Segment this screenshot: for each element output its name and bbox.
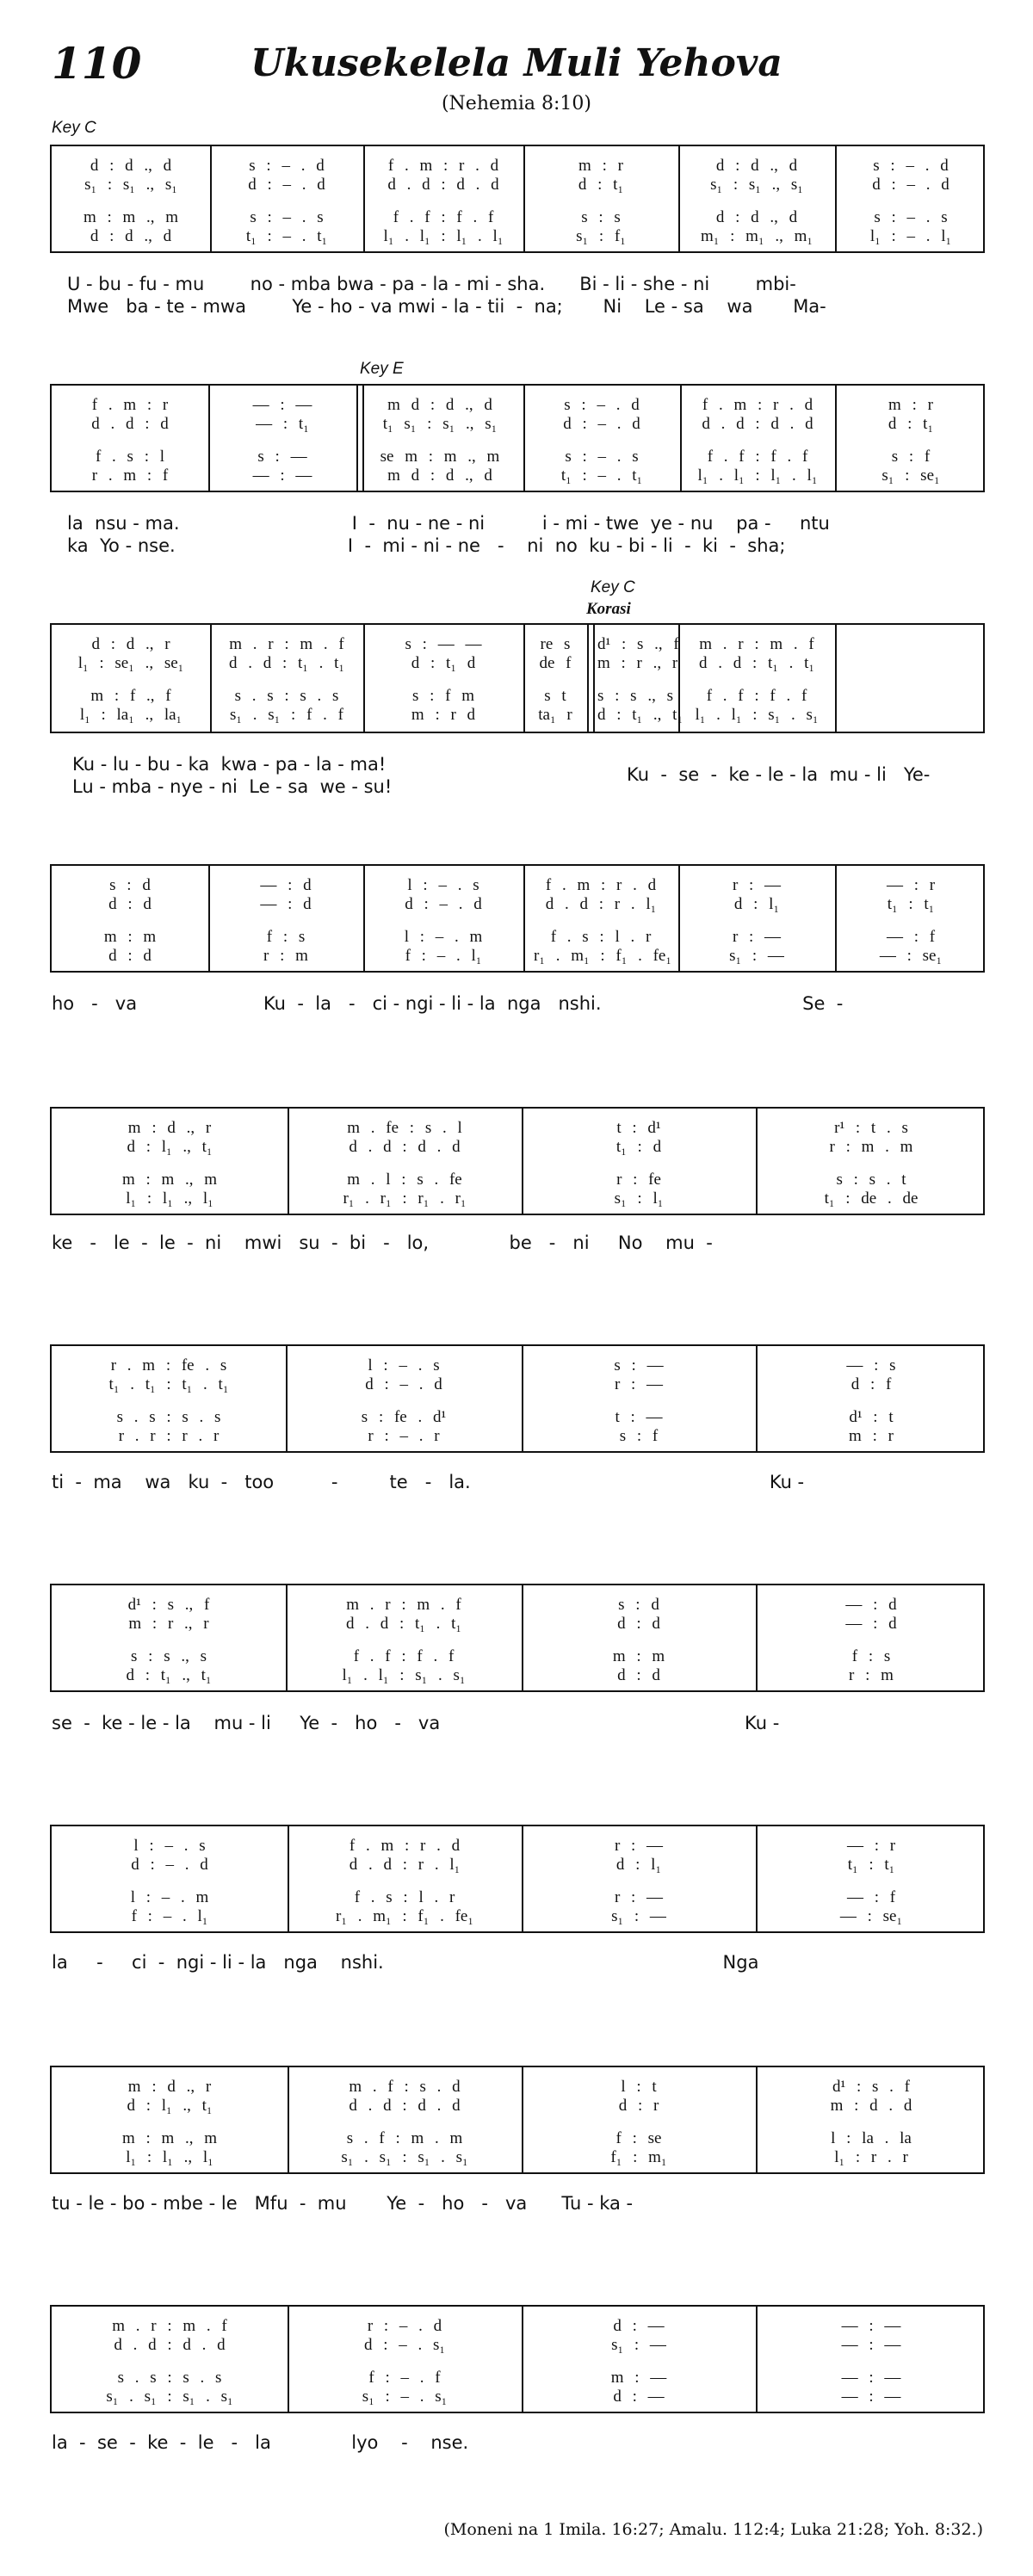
lyric-line: ka Yo - nse. I - mi - ni - ne - ni no ku - bi - li - ki - sha; [67,535,786,556]
music-system-8 [50,1825,985,1933]
solfa-row: l : la . la [831,2129,912,2147]
solfa-row: t₁ : t₁ [847,1856,895,1874]
solfa-row: d : l₁ [615,1856,662,1874]
solfa-row: d : – . s₁ [363,2336,446,2354]
lyric-line: ho - va Ku - la - ci - ngi - li - la nga nshi. Se - [52,993,844,1014]
solfa-row: d : — [613,2317,665,2335]
solfa-row: s : — [614,1356,664,1374]
solfa-row: d : l₁ ., t₁ [127,1138,213,1156]
solfa-row: r₁ . m₁ : f₁ . fe₁ [534,947,671,965]
solfa-row: m₁ : m₁ ., m₁ [701,227,813,245]
solfa-row: s : – . d [249,157,325,175]
solfa-row: m : m [612,1647,665,1665]
solfa-row: l₁ : l₁ ., l₁ [126,2148,213,2166]
solfa-row: d¹ : s ., f [597,635,679,653]
music-system-3 [50,623,985,733]
lyric-line: la - ci - ngi - li - la nga nshi. Nga [52,1952,759,1973]
music-system-4 [50,864,985,973]
music-system-1 [50,145,985,253]
solfa-row: m : r ., r [128,1615,209,1633]
solfa-row: t₁ : t₁ [887,895,935,913]
solfa-row: l : – . m [130,1888,209,1906]
solfa-row: d : t₁ ., t₁ [126,1666,212,1684]
bar-line [756,2307,758,2412]
solfa-row: d : l₁ [733,895,780,913]
solfa-row: m . f : s . d [349,2078,461,2096]
solfa-row: l₁ : l₁ ., l₁ [126,1189,213,1208]
solfa-row: d : d ., d [715,157,798,175]
solfa-row: m : r ., r [597,654,678,672]
solfa-row: f . f : f . f [707,448,808,466]
solfa-row: m : f ., f [90,687,171,705]
solfa-row: d : d [617,1615,660,1633]
solfa-row: s : – . d [564,396,640,414]
solfa-row: s₁ . s₁ : f . f [230,706,343,724]
solfa-row: — : r [886,876,936,894]
bar-line [522,2067,523,2172]
solfa-row: m : r [888,396,933,414]
solfa-row: f . m : r . d [545,876,657,894]
solfa-row: r : m [849,1666,894,1684]
bar-line [523,386,525,491]
bar-line [835,625,837,732]
bar-line [587,625,595,732]
solfa-row: s : s [581,208,621,226]
bar-line [835,866,837,971]
bar-line [756,2067,758,2172]
bar-line [288,2307,289,2412]
lyric-line: ke - le - le - ni mwi su - bi - lo, be - ni No mu - [52,1232,713,1253]
solfa-row: t₁ : – . t₁ [560,466,643,485]
bar-line [522,1346,523,1451]
solfa-row: f₁ : m₁ [610,2148,667,2166]
lyric-line-chorus: Ku - se - ke - le - la mu - li Ye- [627,764,931,785]
solfa-row: s₁ : — [729,947,784,965]
solfa-row: — : — [841,2388,901,2406]
solfa-row: s : d [618,1596,659,1614]
solfa-row: d¹ : s . f [832,2078,910,2096]
solfa-row: m : m ., m [83,208,179,226]
bar-line [756,1826,758,1931]
solfa-row: f : – . l₁ [131,1907,208,1925]
bar-line [835,386,837,491]
bar-line [523,146,525,251]
solfa-row: s₁ : — [611,2336,666,2354]
solfa-row: f : – . f [368,2369,441,2387]
scripture-references: (Moneni na 1 Imila. 16:27; Amalu. 112:4; Luka 21:28; Yoh. 8:32.) [443,2520,983,2539]
solfa-row: — : — [252,396,312,414]
solfa-row: r : fe [616,1171,661,1189]
key-signature-c-chorus: Key C [591,578,635,596]
solfa-row: r : — [614,1375,664,1393]
solfa-row: d . d : r . l₁ [349,1856,461,1874]
solfa-row: r : — [732,876,782,894]
bar-line [210,625,212,732]
solfa-row: m : r [578,157,623,175]
solfa-row: l₁ : r . r [834,2148,908,2166]
lyric-line: se - ke - le - la mu - li Ye - ho - va Ku - [52,1713,780,1733]
solfa-row: — : f [886,928,936,946]
solfa-row: f : s [266,928,306,946]
solfa-row: s : f [891,448,931,466]
solfa-row: d : t₁ ., t₁ [597,706,684,724]
solfa-row: s . s : s . s [234,687,339,705]
bar-line [288,1109,289,1214]
bar-line [286,1346,288,1451]
solfa-row: f . m : r . d [387,157,499,175]
solfa-row: s : s . t [836,1171,906,1189]
solfa-row: d : – . d [131,1856,208,1874]
solfa-row: f : – . l₁ [405,947,482,965]
bar-line [288,2067,289,2172]
solfa-row: d . d : t₁ . t₁ [345,1615,462,1633]
solfa-row: d : – . d [563,415,640,433]
solfa-row: l : – . m [404,928,483,946]
bar-line [522,2307,523,2412]
solfa-row: d : d [108,895,152,913]
key-signature-c: Key C [52,119,96,137]
solfa-row: se m : m ., m [380,448,500,466]
solfa-row: d¹ : t [849,1408,894,1426]
solfa-row: m : m [103,928,157,946]
bar-line [288,1826,289,1931]
solfa-row: d : t₁ d [411,654,476,672]
solfa-row: d : t₁ [888,415,934,433]
solfa-row: r₁ . m₁ : f₁ . fe₁ [336,1907,473,1925]
solfa-row: — : d [845,1596,897,1614]
solfa-row: s : fe . d¹ [361,1408,447,1426]
solfa-row: re s [540,635,571,653]
solfa-row: m : r d [411,706,476,724]
solfa-row: — : se₁ [879,947,943,965]
solfa-row: s : – . s [565,448,639,466]
solfa-row: d : d ., d [90,157,172,175]
solfa-row: s : f [619,1427,659,1445]
solfa-row: f . f : f . f [353,1647,455,1665]
solfa-row: l : – . s [133,1837,206,1855]
lyric-line: la nsu - ma. I - nu - ne - ni i - mi - twe ye - nu pa - ntu [67,513,830,534]
solfa-row: m . r : m . f [112,2317,227,2335]
hymn-title: Ukusekelela Muli Yehova [251,41,782,85]
solfa-row: — : s [846,1356,896,1374]
solfa-row: l : – . s [407,876,479,894]
solfa-row: t₁ : – . t₁ [245,227,328,245]
solfa-row: f . f : f . f [393,208,494,226]
solfa-row: l₁ : la₁ ., la₁ [79,706,182,724]
solfa-row: s₁ : f₁ [576,227,626,245]
solfa-row: — : r [846,1837,896,1855]
solfa-row: d : t₁ [578,176,624,194]
lyric-line: U - bu - fu - mu no - mba bwa - pa - la - mi - sha. Bi - li - she - ni mbi- [67,274,796,294]
solfa-row: f . f : f . f [706,687,807,705]
solfa-row: m : — [610,2369,667,2387]
solfa-row: s : – . d [873,157,949,175]
solfa-row: l₁ . l₁ : s₁ . s₁ [695,706,819,724]
solfa-row: r : — [614,1888,664,1906]
solfa-row: d : — [613,2388,665,2406]
bar-line [756,1109,758,1214]
solfa-row: r : m [263,947,308,965]
solfa-row: s₁ : – . s₁ [362,2388,448,2406]
solfa-row: d : – . d [405,895,482,913]
music-system-2 [50,384,985,492]
solfa-row: s : – . s [250,208,324,226]
solfa-row: m . r : m . f [699,635,814,653]
bar-line [678,866,680,971]
solfa-row: m . r : m . f [229,635,344,653]
chorus-label: Korasi [586,600,631,618]
bar-line [523,625,525,732]
solfa-row: d . d : d . d [349,1138,461,1156]
scripture-subtitle: (Nehemia 8:10) [441,93,592,114]
bar-line [523,866,525,971]
solfa-row: t : — [615,1408,663,1426]
solfa-row: r : — [732,928,782,946]
solfa-row: d . d : d . d [702,415,813,433]
solfa-row: l₁ . l₁ : s₁ . s₁ [342,1666,466,1684]
solfa-row: s₁ . s₁ : s₁ . s₁ [341,2148,468,2166]
solfa-row: s . s : s . s [116,1408,221,1426]
solfa-row: m : m ., m [121,1171,218,1189]
solfa-row: d . d : d [91,415,169,433]
music-system-7 [50,1584,985,1692]
bar-line [678,146,680,251]
solfa-row: — : t₁ [256,415,309,433]
solfa-row: f : se [615,2129,662,2147]
lyric-line: Mwe ba - te - mwa Ye - ho - va mwi - la - tii - na; Ni Le - sa wa Ma- [67,296,826,317]
solfa-row: r : — [614,1837,664,1855]
solfa-row: d¹ : s ., f [127,1596,210,1614]
solfa-row: s₁ : s₁ ., s₁ [84,176,177,194]
bar-line [356,386,364,491]
lyric-line: la - se - ke - le - la lyo - nse. [52,2432,469,2453]
solfa-row: m . r : m . f [346,1596,461,1614]
bar-line [522,1109,523,1214]
solfa-row: l : – . s [368,1356,440,1374]
solfa-row: m : d . d [830,2097,912,2115]
solfa-row: de f [539,654,572,672]
solfa-row: r¹ : t . s [834,1119,908,1137]
solfa-row: m . l : s . fe [347,1171,462,1189]
solfa-row: d : d [108,947,152,965]
lyric-line: tu - le - bo - mbe - le Mfu - mu Ye - ho - va Tu - ka - [52,2193,634,2214]
solfa-row: m : d ., r [127,1119,212,1137]
music-system-10 [50,2305,985,2413]
music-system-6 [50,1344,985,1453]
solfa-row: ta₁ r [538,706,572,724]
solfa-row: s₁ : s₁ ., s₁ [710,176,803,194]
bar-line [363,146,365,251]
solfa-row: d : r [618,2097,659,2115]
solfa-row: l : t [621,2078,657,2096]
solfa-row: — : — [841,2317,901,2335]
solfa-row: f . s : l [95,448,165,466]
solfa-row: d : – . d [365,1375,442,1393]
solfa-row: s₁ : se₁ [881,466,940,485]
solfa-row: d . d : r . l₁ [545,895,657,913]
solfa-row: d : d ., r [91,635,170,653]
solfa-row: — : f [846,1888,896,1906]
bar-line [363,625,365,732]
bar-line [208,866,210,971]
solfa-row: d . d : d . d [387,176,499,194]
solfa-row: t₁ : de . de [824,1189,919,1208]
solfa-row: d : d ., d [715,208,798,226]
bar-line [680,386,682,491]
bar-line [756,1585,758,1690]
solfa-row: d . d : d . d [114,2336,226,2354]
solfa-row: s : s ., s [597,687,673,705]
solfa-row: r . m : fe . s [110,1356,227,1374]
solfa-row: m . fe : s . l [347,1119,462,1137]
solfa-row: f . m : r [91,396,169,414]
bar-line [286,1585,288,1690]
solfa-row: f . m : r . d [702,396,813,414]
bar-line [756,1346,758,1451]
solfa-row: l₁ : se₁ ., se₁ [77,654,184,672]
solfa-row: — : — [841,2336,901,2354]
solfa-row: s₁ : — [611,1907,666,1925]
bar-line [210,146,212,251]
solfa-row: f . s : l . r [550,928,652,946]
bar-line [835,146,837,251]
solfa-row: s . f : m . m [346,2129,463,2147]
solfa-row: m : d ., r [127,2078,212,2096]
solfa-row: l₁ . l₁ : l₁ . l₁ [697,466,818,485]
solfa-row: f : s [851,1647,891,1665]
solfa-row: s : — [257,448,307,466]
solfa-row: d : l₁ ., t₁ [127,2097,213,2115]
solfa-row: r : – . d [367,2317,442,2335]
key-signature-e: Key E [360,360,404,378]
solfa-row: d : f [851,1375,892,1393]
solfa-row: d : d [617,1666,660,1684]
lyric-line: Ku - lu - bu - ka kwa - pa - la - ma! [72,754,387,775]
solfa-row: l₁ . l₁ : l₁ . l₁ [383,227,504,245]
solfa-row: m : r [849,1427,894,1445]
bar-line [208,386,210,491]
solfa-row: d : – . d [248,176,325,194]
solfa-row: r : – . r [368,1427,440,1445]
solfa-row: s : s ., s [131,1647,207,1665]
solfa-row: d : d ., d [90,227,172,245]
solfa-row: t : d¹ [616,1119,661,1137]
solfa-row: — : — [841,2369,901,2387]
solfa-row: r : m . m [829,1138,913,1156]
solfa-row: m d : d ., d [387,466,492,485]
solfa-row: — : d [260,876,312,894]
solfa-row: f . s : l . r [354,1888,455,1906]
solfa-row: d . d : d . d [349,2097,461,2115]
solfa-row: s : f m [411,687,475,705]
solfa-row: — : d [260,895,312,913]
solfa-row: t₁ . t₁ : t₁ . t₁ [108,1375,229,1393]
solfa-row: m : m ., m [121,2129,218,2147]
solfa-row: r₁ . r₁ : r₁ . r₁ [343,1189,467,1208]
solfa-row: s₁ . s₁ : s₁ . s₁ [106,2388,233,2406]
solfa-row: r . r : r . r [118,1427,220,1445]
solfa-row: f . m : r . d [349,1837,461,1855]
lyric-line: ti - ma wa ku - too - te - la. Ku - [52,1472,805,1492]
music-system-5 [50,1107,985,1215]
music-system-9 [50,2066,985,2174]
bar-line [363,866,365,971]
solfa-row: — : — [252,466,312,485]
solfa-row: — : d [845,1615,897,1633]
lyric-line: Lu - mba - nye - ni Le - sa we - su! [72,776,393,797]
solfa-row: s : — — [405,635,482,653]
solfa-row: — : se₁ [839,1907,903,1925]
solfa-row: s₁ : l₁ [614,1189,664,1208]
solfa-row: l₁ : – . l₁ [869,227,952,245]
solfa-row: m d : d ., d [387,396,492,414]
solfa-row: s : d [109,876,151,894]
solfa-row: d . d : t₁ . t₁ [698,654,815,672]
solfa-row: t₁ s₁ : s₁ ., s₁ [382,415,498,433]
bar-line [522,1585,523,1690]
solfa-row: d : – . d [872,176,949,194]
solfa-row: s : – . s [874,208,948,226]
solfa-row: s . s : s . s [117,2369,222,2387]
hymn-number: 110 [52,38,142,89]
solfa-row: d . d : t₁ . t₁ [228,654,345,672]
solfa-row: r . m : f [91,466,169,485]
solfa-row: s t [544,687,566,705]
bar-line [522,1826,523,1931]
solfa-row: t₁ : d [615,1138,662,1156]
